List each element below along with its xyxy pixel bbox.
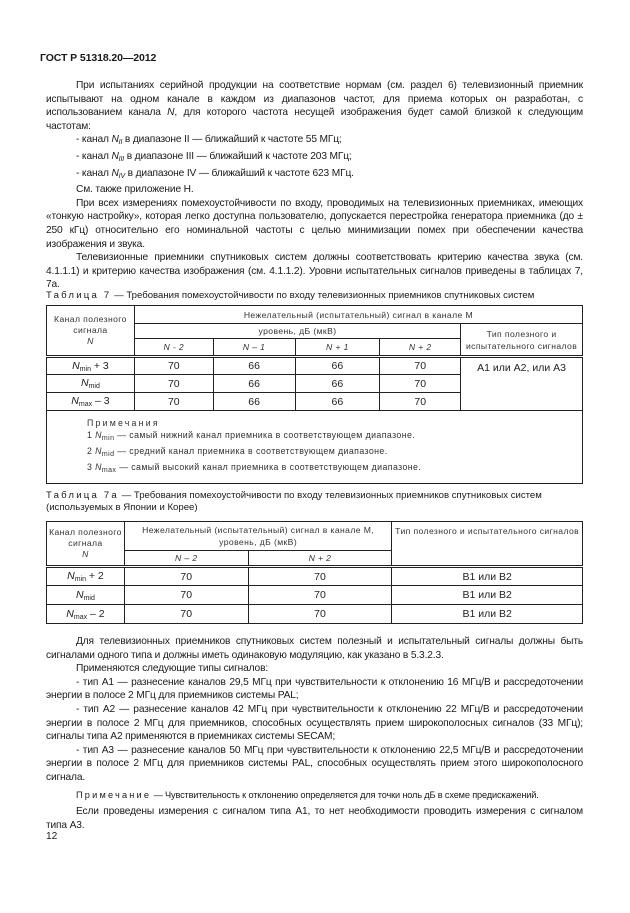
col-header: N + 1 [295, 339, 380, 357]
col-type-header: Тип полезного и испытательного сигналов [392, 522, 583, 567]
table7-notes: Примечания 1 $N_{min}$ — самый нижний канал приемника в соответствующем диапазоне. 2 $N_{mid}$ — средний канал приемника в соответствующем диапазоне. 3 $N_{max}$ — самый высокий канал приемника в соответствующем диапазоне. [47, 411, 583, 484]
table-row: $N_{max} - 3$ 70 66 66 70 [47, 393, 583, 411]
table7-caption: Таблица 7 — Требования помехоустойчивости по входу телевизионных приемников спутниковых систем [46, 290, 535, 301]
table7 [46, 305, 583, 484]
group-header: Нежелательный (испытательный) сигнал в канале M, уровень, дБ (мкВ) [124, 522, 391, 551]
table-row: $N_{max} - 2$ 70 70 В1 или В2 [47, 605, 583, 624]
list-item: - канал $N_{II}$ в диапазоне II — ближайший к частоте 55 МГц; [76, 134, 342, 147]
list-item-a3: - тип А3 — разнесение каналов 50 МГц при чувствительности к отклонению 22,5 МГц/В и рассредоточении энергии в полосе 2 МГц для приемников системы PAL, способных осуществлять прием этого широкополосного сигнала. [46, 744, 583, 783]
group-header: Нежелательный (испытательный) сигнал в канале M [134, 306, 582, 324]
col-header: N - 2 [134, 339, 213, 357]
note: Примечание — Чувствительность к отклонению определяется для точки ноль дБ в схеме предискажений. [76, 789, 539, 800]
list-item: - канал $N_{III}$ в диапазоне III — ближайший к частоте 203 МГц; [76, 150, 352, 163]
table7a-caption: Таблица 7а — Требования помехоустойчивости по входу телевизионных приемников спутниковых систем (используемых в Японии и Корее) [46, 490, 542, 514]
col-channel-header: Канал полезного сигнала N [47, 522, 125, 567]
col-header: N + 2 [380, 339, 461, 357]
paragraph-satellite: Телевизионные приемники спутниковых систем должны соответствовать критерию качества звука (см. 4.1.1.1) и критерию качества изображения (см. 4.1.1.2). Уровни испытательных сигналов приведены в таблицах 7, 7а. [46, 252, 583, 291]
col-header: N – 1 [213, 339, 295, 357]
table-row: $N_{min} + 3$ 70 66 66 70 А1 или А2, или А3 [47, 357, 583, 375]
document-id: ГОСТ Р 51318.20—2012 [40, 52, 157, 64]
table-row: $N_{mid}$ 70 66 66 70 [47, 375, 583, 393]
list-item-a2: - тип А2 — разнесение каналов 42 МГц при чувствительности к отклонению 22 МГц/В и рассредоточении энергии в полосе 2 МГц для приемников, способных осуществлять прием широкополосных сигналов (33 МГц); сигналы типа А2 применяются в приемниках системы SECAM; [46, 703, 583, 743]
page-number: 12 [46, 831, 58, 842]
type-cell: А1 или А2, или А3 [461, 357, 583, 411]
paragraph-serial-testing: При испытаниях серийной продукции на соответствие нормам (см. раздел 6) телевизионный приемник испытывают на одном канале в каждом из диапазонов частот, для приема которых он разработан, с использованием канала N, для которого частота несущей изображения будет самой близкой к следующим частотам: [46, 80, 583, 132]
table-row: $N_{min} + 2$ 70 70 В1 или В2 [47, 567, 583, 586]
col-channel-header: Канал полезного сигнала N [47, 306, 135, 357]
table-row: $N_{mid}$ 70 70 В1 или В2 [47, 586, 583, 605]
paragraph-a1-a3: Если проведены измерения с сигналом типа А1, то нет необходимости проводить измерения с сигналом типа А3. [46, 806, 583, 831]
signal-types-text [46, 635, 583, 832]
col-header: N + 2 [248, 551, 392, 567]
paragraph-fine-tuning: При всех измерениях помехоустойчивости по входу, проводимых на телевизионных приемниках, имеющих «тонкую настройку», которая легко доступна пользователю, допускается перестройка генератора приемника (до ± 250 кГц) относительно его номинальной частоты с целью минимизации помех при обеспечении качества изображения и звука. [46, 197, 583, 250]
sub-header: уровень, дБ (мкВ) [134, 324, 460, 339]
paragraph-types-intro: Применяются следующие типы сигналов: [76, 663, 269, 675]
list-item: - канал $N_{IV}$ в диапазоне IV — ближайший к частоте 623 МГц. [76, 167, 354, 180]
list-item-a1: - тип А1 — разнесение каналов 29,5 МГц при чувствительности к отклонению 16 МГц/В и рассредоточении энергии в полосе 2 МГц для приемников системы PAL; [46, 676, 583, 702]
see-also: См. также приложение Н. [76, 184, 194, 196]
col-header: N – 2 [124, 551, 248, 567]
table7a [46, 521, 583, 624]
paragraph-signals: Для телевизионных приемников спутниковых систем полезный и испытательный сигналы должны быть сигналами одного типа и должны иметь одинаковую модуляцию, как указано в 5.3.2.3. [46, 636, 583, 661]
col-type-header: Тип полезного и испытательного сигналов [461, 324, 583, 357]
intro-text [46, 79, 583, 292]
